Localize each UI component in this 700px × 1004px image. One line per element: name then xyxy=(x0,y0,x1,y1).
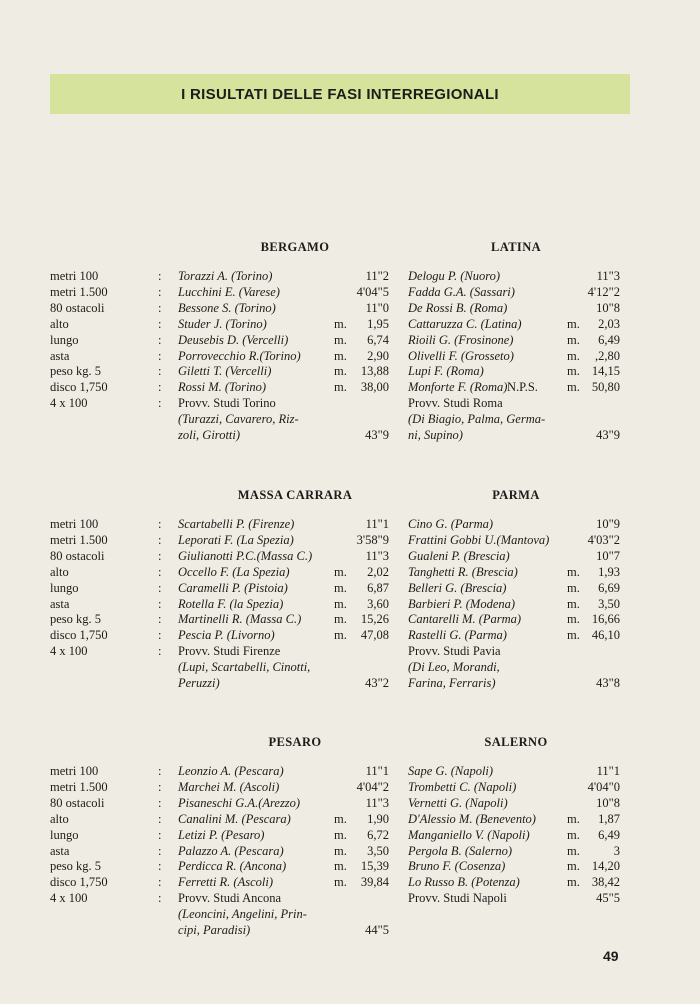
result-value: 6,87 xyxy=(367,580,389,595)
unit-label: m. xyxy=(567,827,580,842)
event-label: metri 1.500 xyxy=(50,532,108,547)
relay-members: (Di Leo, Morandi, xyxy=(408,660,500,675)
relay-team: Provv. Studi Pavia xyxy=(408,644,501,659)
table-row xyxy=(0,268,700,284)
unit-label: m. xyxy=(334,364,347,379)
table-row xyxy=(0,890,700,906)
table-row xyxy=(0,795,700,811)
page-title: I RISULTATI DELLE FASI INTERREGIONALI xyxy=(181,85,499,103)
table-row xyxy=(0,516,700,532)
table-row xyxy=(0,922,700,938)
result-value: ,2,80 xyxy=(595,348,620,363)
table-row xyxy=(0,411,700,427)
unit-label: m. xyxy=(334,580,347,595)
relay-team: Provv. Studi Roma xyxy=(408,396,503,411)
result-value: 6,74 xyxy=(367,332,389,347)
table-row xyxy=(0,763,700,779)
colon-separator: : xyxy=(158,843,162,858)
result-value: 11"3 xyxy=(365,795,389,810)
region-title-right: SALERNO xyxy=(484,735,548,749)
result-value: 1,95 xyxy=(367,316,389,331)
unit-label: m. xyxy=(334,596,347,611)
table-row xyxy=(0,843,700,859)
event-label: lungo xyxy=(50,827,79,842)
relay-result: 44"5 xyxy=(365,923,389,937)
colon-separator: : xyxy=(158,875,162,890)
result-value: 16,66 xyxy=(591,612,620,627)
athlete-name: Sape G. (Napoli) xyxy=(408,764,494,778)
table-row xyxy=(0,675,700,691)
table-row xyxy=(0,858,700,874)
result-value: 2,02 xyxy=(367,564,389,579)
colon-separator: : xyxy=(158,564,162,579)
table-row xyxy=(0,659,700,675)
colon-separator: : xyxy=(158,891,162,906)
table-row xyxy=(0,564,700,580)
unit-label: m. xyxy=(567,564,580,579)
relay-result: 43"9 xyxy=(365,428,389,442)
relay-result: 43"2 xyxy=(365,676,389,690)
colon-separator: : xyxy=(158,779,162,794)
result-value: 3,50 xyxy=(367,843,389,858)
athlete-name: Leonzio A. (Pescara) xyxy=(178,764,284,778)
event-label: 4 x 100 xyxy=(50,891,88,906)
colon-separator: : xyxy=(158,532,162,547)
result-note: N.P.S. xyxy=(507,380,538,395)
unit-label: m. xyxy=(567,596,580,611)
result-value: 6,69 xyxy=(598,580,620,595)
athlete-name: Barbieri P. (Modena) xyxy=(408,596,516,611)
athlete-name: Caramelli P. (Pistoia) xyxy=(178,580,288,595)
event-label: metri 1.500 xyxy=(50,284,108,299)
table-row xyxy=(0,316,700,332)
colon-separator: : xyxy=(158,827,162,842)
athlete-name: Rotella F. (la Spezia) xyxy=(178,596,284,611)
colon-separator: : xyxy=(158,596,162,611)
athlete-name: Delogu P. (Nuoro) xyxy=(408,269,501,283)
athlete-name: Studer J. (Torino) xyxy=(178,316,267,331)
athlete-name: Bessone S. (Torino) xyxy=(178,300,276,315)
event-label: alto xyxy=(50,564,69,579)
result-value: 15,26 xyxy=(360,612,389,627)
unit-label: m. xyxy=(567,859,580,874)
result-value: 11"2 xyxy=(365,269,389,283)
relay-members: (Turazzi, Cavarero, Riz- xyxy=(178,412,299,427)
result-value: 38,42 xyxy=(591,875,620,890)
result-value: 4'03"2 xyxy=(587,532,620,547)
athlete-name: Olivelli F. (Grosseto) xyxy=(408,348,514,363)
result-value: 4'04"5 xyxy=(356,284,389,299)
athlete-name: Cantarelli M. (Parma) xyxy=(408,612,522,627)
unit-label: m. xyxy=(334,332,347,347)
result-value: 11"1 xyxy=(596,764,620,778)
unit-label: m. xyxy=(567,348,580,363)
table-row xyxy=(0,379,700,395)
table-row xyxy=(0,596,700,612)
athlete-name: Ferretti R. (Ascoli) xyxy=(178,875,273,890)
result-value: 15,39 xyxy=(360,859,389,874)
colon-separator: : xyxy=(158,348,162,363)
athlete-name: Manganiello V. (Napoli) xyxy=(408,827,530,842)
table-row xyxy=(0,643,700,659)
event-label: peso kg. 5 xyxy=(50,364,102,379)
result-value: 1,90 xyxy=(367,811,389,826)
table-row xyxy=(0,395,700,411)
result-value: 6,72 xyxy=(367,827,389,842)
event-label: 4 x 100 xyxy=(50,644,88,659)
athlete-name: Palazzo A. (Pescara) xyxy=(178,843,284,858)
result-value: 11"0 xyxy=(365,300,389,315)
athlete-name: Lo Russo B. (Potenza) xyxy=(408,875,520,890)
result-value: 13,88 xyxy=(360,364,389,379)
result-value: 47,08 xyxy=(360,628,389,643)
athlete-name: Lucchini E. (Varese) xyxy=(178,284,280,299)
athlete-name: Deusebis D. (Vercelli) xyxy=(178,332,289,347)
athlete-name: Trombetti C. (Napoli) xyxy=(408,779,517,794)
result-value: 10"9 xyxy=(596,517,620,531)
result-value: 11"1 xyxy=(365,764,389,778)
event-label: metri 1.500 xyxy=(50,779,108,794)
result-value: 3 xyxy=(613,843,620,858)
relay-team: Provv. Studi Napoli xyxy=(408,891,507,906)
result-value: 6,49 xyxy=(598,827,620,842)
region-title-left: MASSA CARRARA xyxy=(237,488,353,502)
table-row xyxy=(0,779,700,795)
region-title-right: LATINA xyxy=(490,240,542,254)
relay-members: (Lupi, Scartabelli, Cinotti, xyxy=(178,660,311,675)
relay-members: cipi, Paradisi) xyxy=(178,923,251,937)
result-value: 4'04"0 xyxy=(587,779,620,794)
result-value: 10"7 xyxy=(596,548,620,563)
result-value: 2,90 xyxy=(367,348,389,363)
colon-separator: : xyxy=(158,332,162,347)
unit-label: m. xyxy=(567,612,580,627)
table-row xyxy=(0,284,700,300)
event-label: asta xyxy=(50,596,70,611)
athlete-name: Canalini M. (Pescara) xyxy=(178,811,291,826)
result-value: 6,49 xyxy=(598,332,620,347)
result-value: 11"3 xyxy=(596,269,620,283)
relay-members: Farina, Ferraris) xyxy=(408,676,496,690)
event-label: 80 ostacoli xyxy=(50,300,105,315)
result-value: 4'04"2 xyxy=(356,779,389,794)
relay-result: 45"5 xyxy=(596,891,620,906)
athlete-name: Monforte F. (Roma) xyxy=(408,380,508,395)
relay-members: ni, Supino) xyxy=(408,428,463,442)
result-value: 2,03 xyxy=(598,316,620,331)
colon-separator: : xyxy=(158,859,162,874)
event-label: 80 ostacoli xyxy=(50,795,105,810)
athlete-name: Tanghetti R. (Brescia) xyxy=(408,564,518,579)
table-row xyxy=(0,627,700,643)
colon-separator: : xyxy=(158,517,162,531)
table-row xyxy=(0,332,700,348)
table-row xyxy=(0,363,700,379)
region-title-left: PESARO xyxy=(268,735,322,749)
result-value: 3,50 xyxy=(598,596,620,611)
athlete-name: Scartabelli P. (Firenze) xyxy=(178,517,295,531)
table-row xyxy=(0,906,700,922)
athlete-name: Occello F. (La Spezia) xyxy=(178,564,290,579)
result-value: 10"8 xyxy=(596,300,620,315)
athlete-name: Giletti T. (Vercelli) xyxy=(178,364,272,379)
unit-label: m. xyxy=(567,332,580,347)
athlete-name: Cino G. (Parma) xyxy=(408,517,494,531)
relay-team: Provv. Studi Torino xyxy=(178,396,276,411)
unit-label: m. xyxy=(334,612,347,627)
result-value: 38,00 xyxy=(360,380,389,395)
result-value: 14,15 xyxy=(591,364,620,379)
result-value: 50,80 xyxy=(591,380,620,395)
colon-separator: : xyxy=(158,548,162,563)
unit-label: m. xyxy=(334,316,347,331)
athlete-name: Rioili G. (Frosinone) xyxy=(408,332,514,347)
colon-separator: : xyxy=(158,284,162,299)
colon-separator: : xyxy=(158,644,162,659)
athlete-name: De Rossi B. (Roma) xyxy=(408,300,508,315)
region-title-left: BERGAMO xyxy=(260,240,330,254)
athlete-name: Marchei M. (Ascoli) xyxy=(178,779,280,794)
athlete-name: Gualeni P. (Brescia) xyxy=(408,548,510,563)
unit-label: m. xyxy=(567,875,580,890)
event-label: peso kg. 5 xyxy=(50,612,102,627)
unit-label: m. xyxy=(334,827,347,842)
athlete-name: Giulianotti P.C.(Massa C.) xyxy=(178,548,313,563)
unit-label: m. xyxy=(334,380,347,395)
athlete-name: Pescia P. (Livorno) xyxy=(178,628,275,643)
athlete-name: Fadda G.A. (Sassari) xyxy=(408,284,515,299)
athlete-name: Belleri G. (Brescia) xyxy=(408,580,507,595)
athlete-name: Pergola B. (Salerno) xyxy=(408,843,513,858)
colon-separator: : xyxy=(158,764,162,778)
colon-separator: : xyxy=(158,612,162,627)
result-value: 11"3 xyxy=(365,548,389,563)
unit-label: m. xyxy=(567,628,580,643)
colon-separator: : xyxy=(158,396,162,411)
region-title-right: PARMA xyxy=(492,488,540,502)
relay-result: 43"8 xyxy=(596,676,620,690)
colon-separator: : xyxy=(158,795,162,810)
result-value: 3,60 xyxy=(367,596,389,611)
result-value: 39,84 xyxy=(360,875,389,890)
unit-label: m. xyxy=(567,364,580,379)
table-row xyxy=(0,427,700,443)
event-label: lungo xyxy=(50,332,79,347)
athlete-name: Frattini Gobbi U.(Mantova) xyxy=(408,532,550,547)
athlete-name: Cattaruzza C. (Latina) xyxy=(408,316,522,331)
colon-separator: : xyxy=(158,316,162,331)
result-value: 14,20 xyxy=(591,859,620,874)
athlete-name: Rastelli G. (Parma) xyxy=(408,628,507,643)
relay-members: (Di Biagio, Palma, Germa- xyxy=(408,412,546,427)
result-value: 11"1 xyxy=(365,517,389,531)
event-label: alto xyxy=(50,316,69,331)
unit-label: m. xyxy=(334,811,347,826)
athlete-name: Porrovecchio R.(Torino) xyxy=(178,348,301,363)
athlete-name: Perdicca R. (Ancona) xyxy=(178,859,287,874)
event-label: metri 100 xyxy=(50,517,99,531)
result-value: 10"8 xyxy=(596,795,620,810)
colon-separator: : xyxy=(158,580,162,595)
relay-team: Provv. Studi Ancona xyxy=(178,891,282,906)
result-value: 1,93 xyxy=(598,564,620,579)
table-row xyxy=(0,348,700,364)
result-value: 3'58"9 xyxy=(356,532,389,547)
event-label: metri 100 xyxy=(50,764,99,778)
athlete-name: Rossi M. (Torino) xyxy=(178,380,267,395)
relay-members: Peruzzi) xyxy=(178,676,220,690)
table-row xyxy=(0,548,700,564)
unit-label: m. xyxy=(334,564,347,579)
relay-members: zoli, Girotti) xyxy=(178,428,241,442)
event-label: 80 ostacoli xyxy=(50,548,105,563)
result-value: 46,10 xyxy=(591,628,620,643)
athlete-name: Lupi F. (Roma) xyxy=(408,364,484,379)
event-label: disco 1,750 xyxy=(50,628,108,643)
unit-label: m. xyxy=(567,811,580,826)
unit-label: m. xyxy=(567,580,580,595)
unit-label: m. xyxy=(334,628,347,643)
result-value: 1,87 xyxy=(598,811,620,826)
athlete-name: Vernetti G. (Napoli) xyxy=(408,795,508,810)
event-label: peso kg. 5 xyxy=(50,859,102,874)
page-number: 49 xyxy=(603,948,619,964)
table-row xyxy=(0,580,700,596)
athlete-name: Bruno F. (Cosenza) xyxy=(408,859,506,874)
athlete-name: Torazzi A. (Torino) xyxy=(178,269,273,283)
table-row xyxy=(0,811,700,827)
relay-team: Provv. Studi Firenze xyxy=(178,644,281,659)
table-row xyxy=(0,874,700,890)
athlete-name: D'Alessio M. (Benevento) xyxy=(408,811,536,826)
event-label: disco 1,750 xyxy=(50,875,108,890)
colon-separator: : xyxy=(158,269,162,283)
athlete-name: Martinelli R. (Massa C.) xyxy=(178,612,302,627)
event-label: asta xyxy=(50,348,70,363)
relay-members: (Leoncini, Angelini, Prin- xyxy=(178,907,307,922)
relay-result: 43"9 xyxy=(596,428,620,442)
unit-label: m. xyxy=(334,859,347,874)
colon-separator: : xyxy=(158,380,162,395)
athlete-name: Pisaneschi G.A.(Arezzo) xyxy=(178,795,301,810)
table-row xyxy=(0,611,700,627)
event-label: 4 x 100 xyxy=(50,396,88,411)
colon-separator: : xyxy=(158,364,162,379)
colon-separator: : xyxy=(158,300,162,315)
colon-separator: : xyxy=(158,628,162,643)
table-row xyxy=(0,532,700,548)
event-label: lungo xyxy=(50,580,79,595)
event-label: disco 1,750 xyxy=(50,380,108,395)
unit-label: m. xyxy=(334,348,347,363)
event-label: alto xyxy=(50,811,69,826)
unit-label: m. xyxy=(334,843,347,858)
event-label: metri 100 xyxy=(50,269,99,283)
table-row xyxy=(0,300,700,316)
table-row xyxy=(0,827,700,843)
unit-label: m. xyxy=(567,380,580,395)
unit-label: m. xyxy=(334,875,347,890)
unit-label: m. xyxy=(567,843,580,858)
athlete-name: Letizi P. (Pesaro) xyxy=(178,827,265,842)
athlete-name: Leporati F. (La Spezia) xyxy=(178,532,294,547)
unit-label: m. xyxy=(567,316,580,331)
page-title-banner xyxy=(50,74,630,114)
colon-separator: : xyxy=(158,811,162,826)
event-label: asta xyxy=(50,843,70,858)
result-value: 4'12"2 xyxy=(587,284,620,299)
